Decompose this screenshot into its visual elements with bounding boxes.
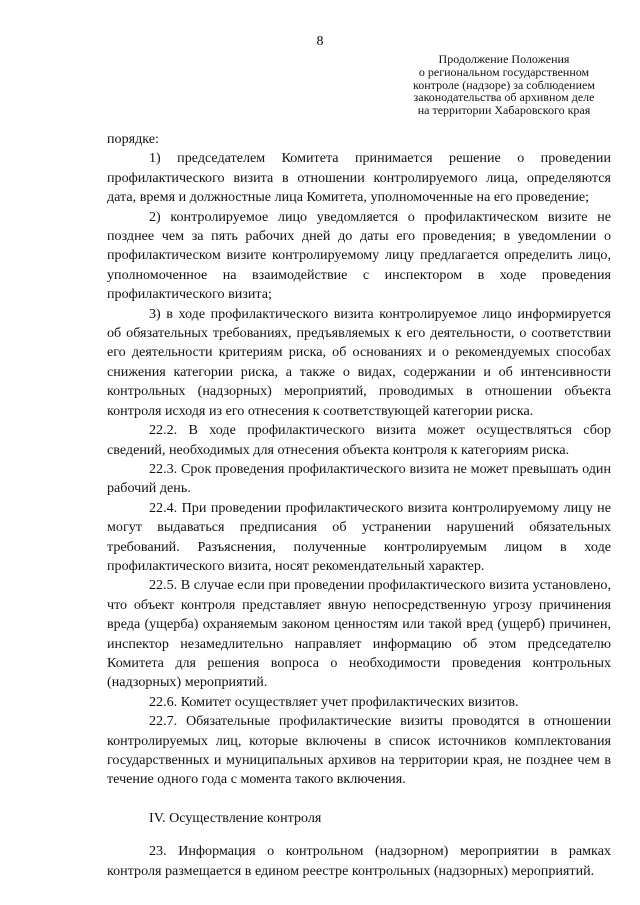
clause-22-2: 22.2. В ходе профилактического визита может осуществляться сбор сведений, необходимых для отнесения объекта контроля к категориям риска. [107,422,611,458]
header-line: контроле (надзоре) за соблюдением [413,77,595,92]
header-block [394,53,614,117]
header-line: о региональном государственном [418,64,590,79]
clause-22-5: 22.5. В случае если при проведении профилактического визита установлено, что объект контроля представляет явную непосредственную угрозу причинения вреда (ущерба) охраняемым законом ценностям или такой вред (ущерб) причинен, инспектор незамедлительно направляет информацию об этом председателю Комитета для решения вопроса о необходимости проведения контрольных (надзорных) мероприятий. [107,577,611,691]
clause-22-3: 22.3. Срок проведения профилактического визита не может превышать один рабочий день. [107,460,611,497]
clause-22-6: 22.6. Комитет осуществляет учет профилактических визитов. [149,693,519,710]
header-line: законодательства об архивном деле [413,90,595,105]
paragraph-item-3: 3) в ходе профилактического визита контролируемое лицо информируется об обязательных требованиях, предъявляемых к его деятельности, о соответствии его деятельности критериям риска, об основаниях и о рекомендуемых способах снижения категории риска, а также о видах, содержании и об интенсивности контрольных (надзорных) мероприятий, проводимых в отношении объекта контроля исходя из его отнесения к соответствующей категории риска. [107,305,611,419]
clause-22-7: 22.7. Обязательные профилактические визиты проводятся в отношении контролируемых лиц, которые включены в список источников комплектования государственных и муниципальных архивов на территории края, не позднее чем в течение одного года с момента такого включения. [107,713,611,788]
paragraph-item-1: 1) председателем Комитета принимается решение о проведении профилактического визита в отношении контролируемого лица, определяются дата, время и должностные лица Комитета, уполномоченные на его проведение; [107,150,611,206]
page-number: 8 [316,34,324,49]
clause-23: 23. Информация о контрольном (надзорном) мероприятии в рамках контроля размещается в едином реестре контрольных (надзорных) мероприятий. [107,843,611,879]
paragraph-continuation: порядке: [107,131,159,147]
header-line: Продолжение Положения [438,52,570,66]
header-line: на территории Хабаровского края [417,103,591,118]
section-heading: IV. Осуществление контроля [149,809,322,826]
clause-22-4: 22.4. При проведении профилактического визита контролируемому лицу не могут выдаваться предписания об устранении нарушений обязательных требований. Разъяснения, полученные контролируемым лицом в ходе профилактического визита, носят рекомендательный характер. [107,499,611,574]
paragraph-item-2: 2) контролируемое лицо уведомляется о профилактическом визите не позднее чем за пять рабочих дней до даты его проведения; в уведомлении о профилактическом визите контролируемому лицу предлагается определить лицо, уполномоченное на взаимодействие с инспектором в ходе проведения профилактического визита; [107,208,611,303]
body-text [107,130,611,881]
